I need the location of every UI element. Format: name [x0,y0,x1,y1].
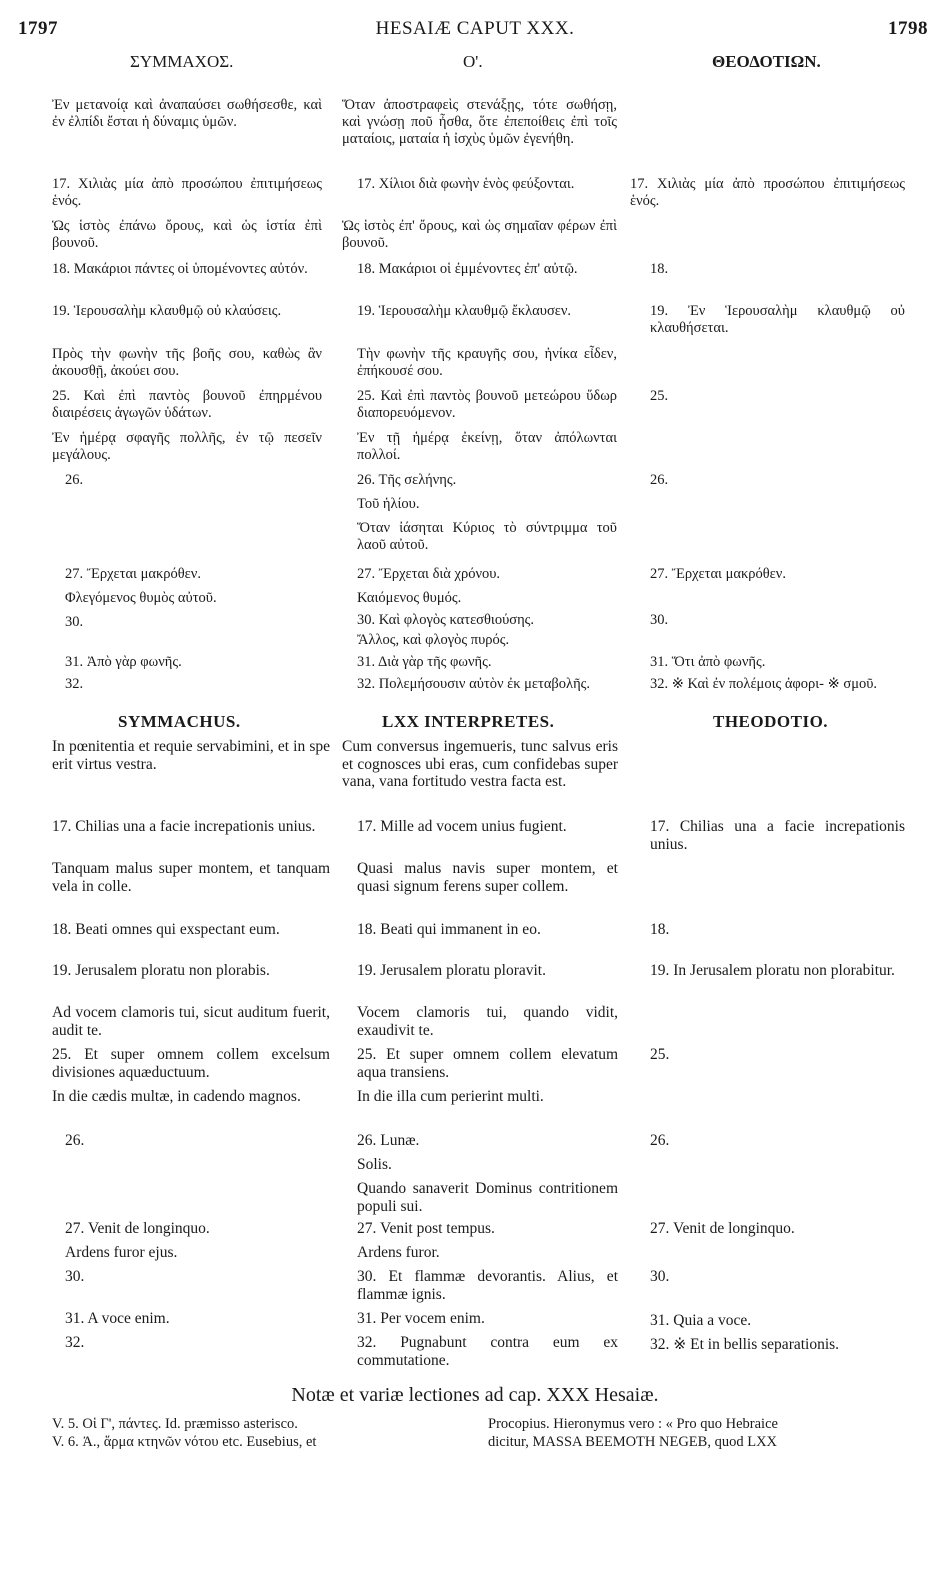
verse-block: Ardens furor. [357,1244,440,1261]
verse-block: 27. Venit post tempus. [357,1220,495,1237]
verse-block: 30. Et flammæ devorantis. Alius, et flammæ ignis. [357,1268,618,1303]
verse-block: 31. Quia a voce. [650,1312,752,1329]
verse-block: Quasi malus navis super montem, et quasi signum ferens super collem. [357,860,618,895]
verse-block: 18. Μακάριοι πάντες οἱ ὑπομένοντες αὐτόν. [52,261,308,277]
page-title: HESAIÆ CAPUT XXX. [375,18,575,39]
verse-block: 18. Μακάριοι οἱ ἐμμένοντες ἐπ' αὐτῷ. [357,261,578,277]
verse-block: 31. A voce enim. [65,1310,170,1327]
verse-block: 30. [65,1268,85,1285]
verse-block: Vocem clamoris tui, quando vidit, exaudivit te. [357,1004,618,1039]
verse-block: 26. [65,472,84,488]
verse-block: 31. Ἀπὸ γὰρ φωνῆς. [65,654,182,670]
lxx-latin-header: LXX INTERPRETES. [382,712,555,731]
verse-block: 30. [65,614,84,630]
symmachus-greek-header: ΣΥΜΜΑΧΟΣ. [130,52,234,71]
verse-block: 18. [650,261,669,277]
verse-block: Ἐν ἡμέρᾳ σφαγῆς πολλῆς, ἐν τῷ πεσεῖν μεγάλους. [52,430,322,463]
note-line: V. 6. Ἀ., ἅρμα κτηνῶν νότου etc. Eusebius, et [52,1434,317,1450]
verse-block: Tanquam malus super montem, et tanquam vela in colle. [52,860,330,895]
verse-block: 30. [650,1268,670,1285]
theodotion-greek-header: ΘΕΟΔΟΤΙΩΝ. [712,52,821,71]
verse-block: 19. Ἱερουσαλὴμ κλαυθμῷ οὐ κλαύσεις. [52,303,282,319]
left-page-number: 1797 [18,18,58,39]
verse-block: 25. Et super omnem collem excelsum divisiones aquæductuum. [52,1046,330,1081]
verse-block: 27. Ἔρχεται διὰ χρόνου. [357,566,501,582]
verse-block: 32. Πολεμήσουσιν αὐτὸν ἐκ μεταβολῆς. [357,676,591,692]
verse-block: 26. Lunæ. [357,1132,420,1149]
verse-block: 32. Pugnabunt contra eum ex commutatione. [357,1334,618,1369]
verse-block: 17. Χιλιὰς μία ἀπὸ προσώπου ἐπιτιμήσεως ἑνός. [630,176,905,209]
verse-block: In pœnitentia et requie servabimini, et in spe erit virtus vestra. [52,738,330,773]
verse-block: 27. Ἔρχεται μακρόθεν. [650,566,786,582]
verse-block: Ardens furor ejus. [65,1244,178,1261]
verse-block: In die illa cum perierint multi. [357,1088,544,1105]
verse-block: Φλεγόμενος θυμὸς αὐτοῦ. [65,590,217,606]
verse-block: 25. [650,1046,670,1063]
verse-block: 25. Καὶ ἐπὶ παντὸς βουνοῦ μετεώρου ὕδωρ διαπορευόμενον. [357,388,617,421]
verse-block: 27. Venit de longinquo. [65,1220,210,1237]
verse-block: 31. Ὅτι ἀπὸ φωνῆς. [650,654,766,670]
verse-block: Καιόμενος θυμός. [357,590,462,606]
verse-block: Ἐν μετανοίᾳ καὶ ἀναπαύσει σωθήσεσθε, καὶ ἐν ἐλπίδι ἔσται ἡ δύναμις ὑμῶν. [52,97,322,130]
note-line: dicitur, MASSA BEEMOTH NEGEB, quod LXX [488,1434,778,1450]
verse-block: 17. Chilias una a facie increpationis unius. [650,818,905,853]
verse-block: 25. [650,388,669,404]
verse-block: Πρὸς τὴν φωνὴν τῆς βοῆς σου, καθὼς ἂν ἀκουσθῇ, ἀκούει σου. [52,346,322,379]
verse-block: Solis. [357,1156,392,1173]
verse-block: 18. [650,921,670,938]
verse-block: 17. Chilias una a facie increpationis unius. [52,818,316,835]
verse-block: 32. ※ Et in bellis separationis. [650,1336,840,1353]
verse-block: Ὅταν ἰάσηται Κύριος τὸ σύντριμμα τοῦ λαοῦ αὐτοῦ. [357,520,617,553]
right-page-number: 1798 [888,18,928,39]
verse-block: 26. [650,472,669,488]
note-line: V. 5. Οἱ Γ', πάντες. Id. præmisso asterisco. [52,1416,298,1432]
verse-block: 19. Jerusalem ploratu non plorabis. [52,962,270,979]
verse-block: 26. [65,1132,85,1149]
verse-block: Ad vocem clamoris tui, sicut auditum fuerit, audit te. [52,1004,330,1039]
verse-block: 30. Καὶ φλογὸς κατεσθιούσης. [357,612,535,628]
verse-block: 31. Διὰ γὰρ τῆς φωνῆς. [357,654,492,670]
notes-title: Notæ et variæ lectiones ad cap. XXX Hesaiæ. [291,1384,659,1406]
verse-block: Cum conversus ingemueris, tunc salvus eris et cognosces ubi eras, cum confidebas super vana, vana fortitudo vestra facta est. [342,738,618,790]
verse-block: 17. Χιλιὰς μία ἀπὸ προσώπου ἐπιτιμήσεως ἑνός. [52,176,322,209]
verse-block: Ὡς ἱστὸς ἐπάνω ὄρους, καὶ ὡς ἱστία ἐπὶ βουνοῦ. [52,218,322,251]
note-line: Procopius. Hieronymus vero : « Pro quo Hebraice [488,1416,778,1432]
theodotio-latin-header: THEODOTIO. [713,712,829,731]
verse-block: Ὡς ἱστὸς ἐπ' ὄρους, καὶ ὡς σημαῖαν φέρων ἐπὶ βουνοῦ. [342,218,617,251]
verse-block: 17. Χίλιοι διὰ φωνὴν ἑνὸς φεύξονται. [357,176,575,192]
verse-block: 27. Venit de longinquo. [650,1220,795,1237]
verse-block: 26. Τῆς σελήνης. [357,472,457,488]
verse-block: 32. [65,676,84,692]
verse-block: Ὅταν ἀποστραφεὶς στενάξῃς, τότε σωθήσῃ, καὶ γνώσῃ ποῦ ἦσθα, ὅτε ἐπεποίθεις ἐπὶ τοῖς ματαίοις, ματαία ἡ ἰσχὺς ὑμῶν ἐγενήθη. [342,97,617,147]
verse-block: 18. Beati omnes qui exspectant eum. [52,921,280,938]
verse-block: In die cædis multæ, in cadendo magnos. [52,1088,301,1105]
verse-block: 31. Per vocem enim. [357,1310,485,1327]
verse-block: 32. [65,1334,85,1351]
verse-block: 18. Beati qui immanent in eo. [357,921,541,938]
verse-block: 17. Mille ad vocem unius fugient. [357,818,567,835]
verse-block: 25. Καὶ ἐπὶ παντὸς βουνοῦ ἐπηρμένου διαιρέσεις ἀγωγῶν ὑδάτων. [52,388,322,421]
verse-block: 25. Et super omnem collem elevatum aqua transiens. [357,1046,618,1081]
verse-block: 19. Ἱερουσαλὴμ κλαυθμῷ ἔκλαυσεν. [357,303,572,319]
verse-block: 19. Ἐν Ἱερουσαλὴμ κλαυθμῷ οὐ κλαυθήσεται. [650,303,905,336]
verse-block: 30. [650,612,669,628]
verse-block: Ἄλλος, καὶ φλογὸς πυρός. [357,632,510,648]
verse-block: Ἐν τῇ ἡμέρᾳ ἐκείνῃ, ὅταν ἀπόλωνται πολλοί. [357,430,617,463]
verse-block: 19. Jerusalem ploratu ploravit. [357,962,546,979]
verse-block: 32. ※ Καὶ ἐν πολέμοις ἀφορι- ※ σμοῦ. [650,676,878,692]
verse-block: Quando sanaverit Dominus contritionem populi sui. [357,1180,618,1215]
verse-block: 19. In Jerusalem ploratu non plorabitur. [650,962,895,979]
verse-block: 26. [650,1132,670,1149]
symmachus-latin-header: SYMMACHUS. [118,712,241,731]
verse-block: 27. Ἔρχεται μακρόθεν. [65,566,201,582]
verse-block: Τοῦ ἡλίου. [357,496,420,512]
verse-block: Τὴν φωνὴν τῆς κραυγῆς σου, ἡνίκα εἶδεν, ἐπήκουσέ σου. [357,346,617,379]
lxx-greek-header: Ο'. [463,52,483,71]
